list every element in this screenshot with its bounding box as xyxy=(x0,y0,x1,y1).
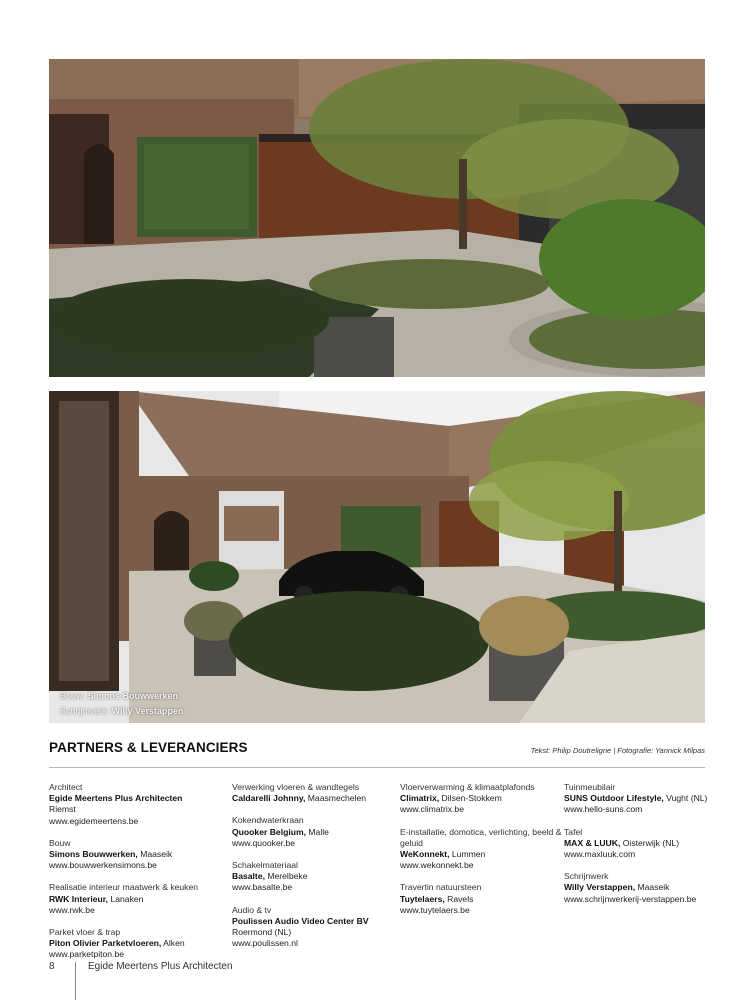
partner-website-link[interactable]: www.maxluuk.com xyxy=(564,849,636,860)
partner-entry xyxy=(400,827,562,872)
partner-entry xyxy=(564,827,724,861)
partner-location: Riemst xyxy=(49,804,76,815)
partner-name: Simons Bouwwerken, xyxy=(49,849,138,860)
partner-name-line xyxy=(564,882,724,893)
partner-category: E-installatie, domotica, verlichting, beeld & geluid xyxy=(400,826,562,848)
partner-location: Maasmechelen xyxy=(305,793,367,804)
credit-role: Schrijnwerk: xyxy=(60,706,110,716)
partner-name: Climatrix, xyxy=(400,793,440,804)
section-divider xyxy=(49,767,705,768)
partner-category: Schakelmateriaal xyxy=(232,860,298,871)
partner-category: Travertin natuursteen xyxy=(400,882,482,893)
partner-name: RWK Interieur, xyxy=(49,893,109,904)
partner-location: Alken xyxy=(161,938,185,949)
partner-entry xyxy=(232,815,397,849)
partners-column-1 xyxy=(49,782,229,972)
partner-entry xyxy=(232,782,397,804)
courtyard-photo-bottom xyxy=(49,391,705,723)
partner-website-link[interactable]: www.poulissen.nl xyxy=(232,938,298,949)
partner-category: Bouw xyxy=(49,837,71,848)
partner-entry xyxy=(49,838,229,872)
partner-entry xyxy=(49,927,229,961)
partner-entry xyxy=(564,871,724,905)
partner-website-link[interactable]: www.tuytelaers.be xyxy=(400,904,470,915)
partner-entry xyxy=(49,782,229,827)
partner-entry xyxy=(400,882,562,916)
page-number: 8 xyxy=(49,961,55,972)
partner-website-link[interactable]: www.basalte.be xyxy=(232,882,293,893)
credit-role: Bouw: xyxy=(60,691,86,701)
partner-website-link[interactable]: www.schrijnwerkerij-verstappen.be xyxy=(564,893,697,904)
credit-line-schrijnwerk xyxy=(60,704,183,719)
courtyard-photo-top-image xyxy=(49,59,705,377)
partner-location: Malle xyxy=(306,826,329,837)
partner-entry xyxy=(49,882,229,916)
partner-category: Kokendwaterkraan xyxy=(232,815,304,826)
partner-name-line xyxy=(232,871,397,882)
partner-name: Basalte, xyxy=(232,871,265,882)
partner-location: Maaseik xyxy=(137,849,173,860)
partner-website-link[interactable]: www.climatrix.be xyxy=(400,804,464,815)
partner-website-link[interactable]: www.quooker.be xyxy=(232,837,296,848)
partner-location: Lanaken xyxy=(108,893,144,904)
partner-name: Caldarelli Johnny, xyxy=(232,793,306,804)
credit-name: Simons Bouwwerken xyxy=(87,691,179,701)
partner-entry xyxy=(232,905,397,950)
partners-column-2 xyxy=(232,782,397,960)
partner-name-line xyxy=(400,793,562,804)
partner-website-link[interactable]: www.hello-suns.com xyxy=(564,804,643,815)
partner-category: Vloerverwarming & klimaatplafonds xyxy=(400,782,535,792)
partner-location: Maaseik xyxy=(635,882,670,893)
partners-column-3 xyxy=(400,782,562,927)
partner-location: Oisterwijk (NL) xyxy=(620,837,680,848)
credit-line-bouw xyxy=(60,689,183,704)
partner-name-line xyxy=(564,838,724,849)
partner-category: Verwerking vloeren & wandtegels xyxy=(232,782,360,792)
partner-website-link[interactable]: www.parketpiton.be xyxy=(49,949,124,960)
courtyard-photo-bottom-image xyxy=(49,391,705,723)
partner-name-line xyxy=(49,894,229,905)
partner-category: Tafel xyxy=(564,826,583,837)
byline: Tekst: Philip Doutreligne | Fotografie: Yannick Milpas xyxy=(530,746,705,755)
partner-location: Vught (NL) xyxy=(663,793,708,804)
partner-location: Ravels xyxy=(444,893,474,904)
partner-name: WeKonnekt, xyxy=(400,849,450,860)
partner-entry xyxy=(232,860,397,894)
publication-name: Egide Meertens Plus Architecten xyxy=(88,961,233,972)
partner-name: Tuytelaers, xyxy=(400,893,445,904)
partner-category: Architect xyxy=(49,782,83,792)
partner-website-link[interactable]: www.egidemeertens.be xyxy=(49,815,139,826)
partners-column-4 xyxy=(564,782,724,916)
partner-entry xyxy=(400,782,562,816)
partner-location: Dilsen-Stokkem xyxy=(439,793,502,804)
partner-name: Poulissen Audio Video Center BV xyxy=(232,915,369,926)
partner-location: Roermond (NL) xyxy=(232,927,292,938)
partner-name: Willy Verstappen, xyxy=(564,882,636,893)
partner-name-line xyxy=(400,894,562,905)
partner-location: Merelbeke xyxy=(264,871,308,882)
partner-website-link[interactable]: www.rwk.be xyxy=(49,904,95,915)
partner-name-line xyxy=(232,916,397,927)
credit-name: Willy Verstappen xyxy=(111,706,184,716)
partner-name-line xyxy=(49,793,229,804)
partner-entry xyxy=(564,782,724,816)
partner-name-line xyxy=(232,827,397,838)
partner-category: Parket vloer & trap xyxy=(49,927,121,938)
partner-name: Quooker Belgium, xyxy=(232,826,307,837)
partner-name-line xyxy=(232,793,397,804)
partner-name-line xyxy=(49,849,229,860)
partner-name-line xyxy=(49,938,229,949)
partner-name: Piton Olivier Parketvloeren, xyxy=(49,938,162,949)
footer-divider xyxy=(75,962,76,1000)
partner-website-link[interactable]: www.bouwwerkensimons.be xyxy=(49,860,157,871)
partner-name-line xyxy=(564,793,724,804)
section-title: PARTNERS & LEVERANCIERS xyxy=(49,740,248,755)
partner-category: Schrijnwerk xyxy=(564,871,609,882)
partner-website-link[interactable]: www.wekonnekt.be xyxy=(400,860,474,871)
partner-category: Realisatie interieur maatwerk & keuken xyxy=(49,882,199,893)
partner-category: Audio & tv xyxy=(232,904,272,915)
photo-credit-overlay xyxy=(60,689,183,719)
partner-category: Tuinmeubilair xyxy=(564,782,616,792)
partner-name: Egide Meertens Plus Architecten xyxy=(49,793,183,804)
partner-name-line xyxy=(400,849,562,860)
courtyard-photo-top xyxy=(49,59,705,377)
partner-name: SUNS Outdoor Lifestyle, xyxy=(564,793,664,804)
partner-name: MAX & LUUK, xyxy=(564,837,621,848)
partner-location: Lummen xyxy=(449,849,486,860)
